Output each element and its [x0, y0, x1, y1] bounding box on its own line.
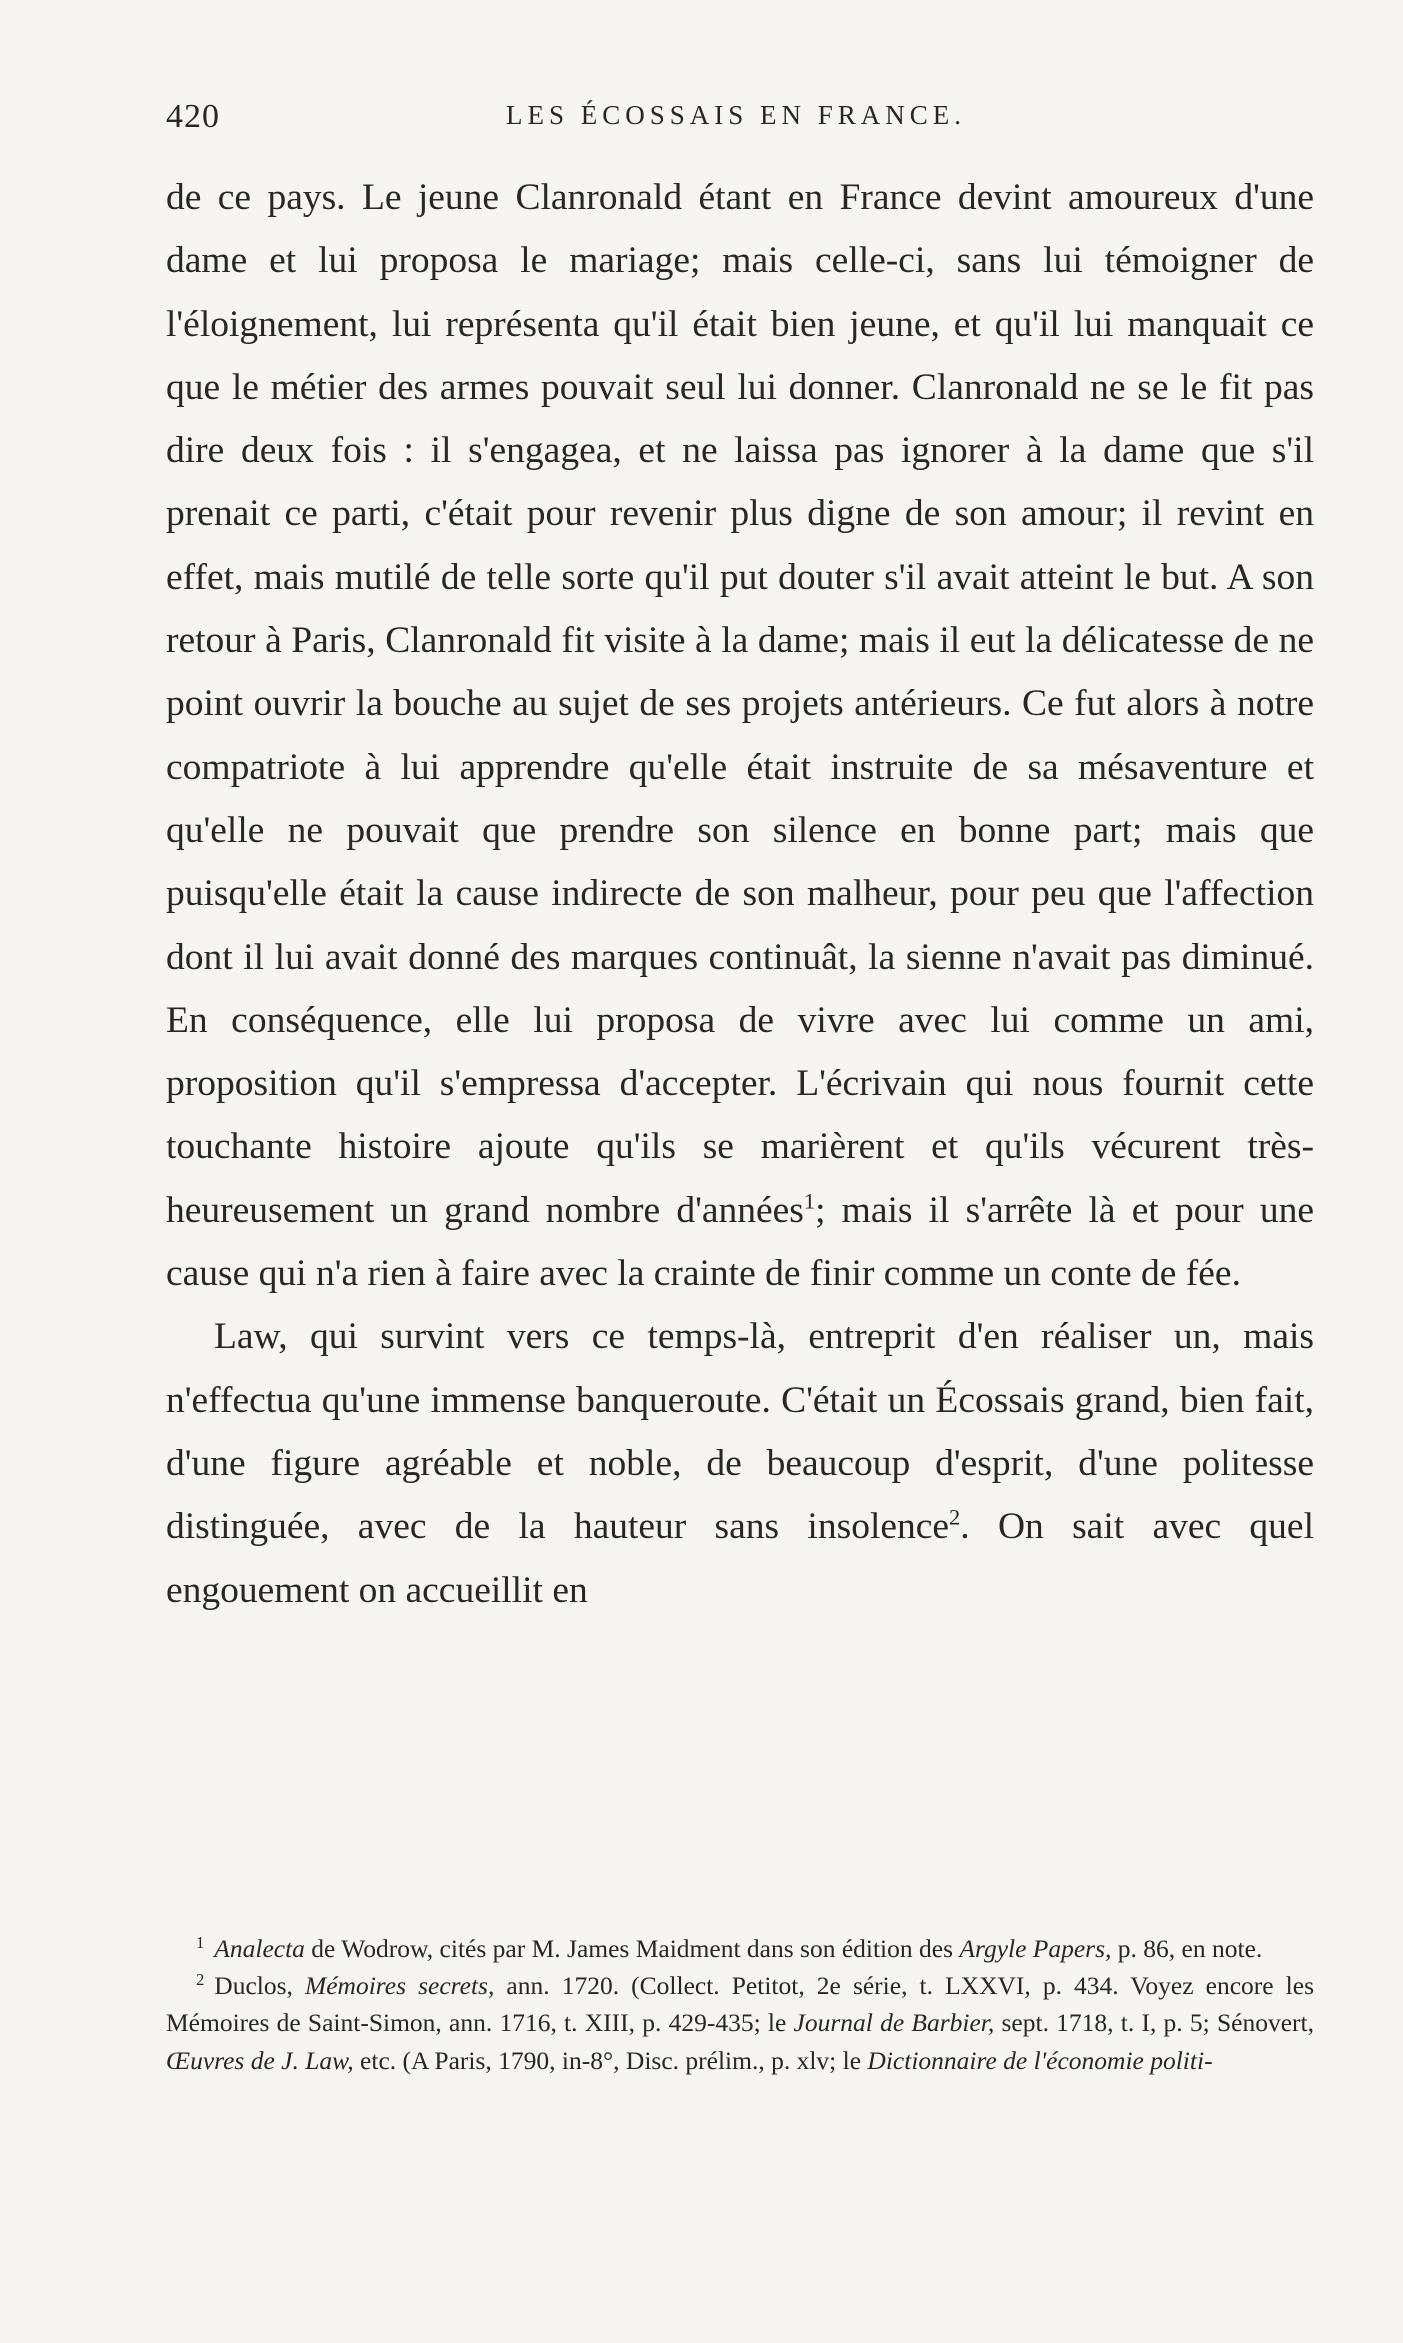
- footnote-2: [166, 1967, 1314, 2079]
- footnote-1-mark: 1: [196, 1932, 205, 1952]
- footnote-2-work-journal: Journal de Barbier,: [793, 2008, 995, 2038]
- footnote-ref-2: 2: [949, 1504, 961, 1530]
- page-header: [166, 98, 1306, 148]
- footnote-2-text-1: ann. 1720. (Collect. Petitot, 2e série, t. LXXVI, p. 434. Voyez encore les Mémoires de Saint-Simon, ann. 1716, t. XIII, p. 429-435; le: [166, 1971, 1314, 2038]
- footnote-1-text: de Wodrow, cités par M. James Maidment dans son édition des: [304, 1934, 960, 1963]
- paragraph-1-text-a: de ce pays. Le jeune Clanronald étant en France devint amoureux d'une dame et lui proposa le mariage; mais celle-ci, sans lui témoigner de l'éloignement, lui représenta qu'il était bien jeune, et qu'il lui manquait ce que le métier des armes pouvait seul lui donner. Clanronald ne se le fit pas dire deux fois : il s'engagea, et ne laissa pas ignorer à la dame que s'il prenait ce parti, c'était pour revenir plus digne de son amour; il revint en effet, mais mutilé de telle sorte qu'il put douter s'il avait atteint le but. A son retour à Paris, Clanronald fit visite à la dame; mais il eut la délicatesse de ne point ouvrir la bouche au sujet de ses projets antérieurs. Ce fut alors à notre compatriote à lui apprendre qu'elle était instruite de sa mésaventure et qu'elle ne pouvait que prendre son silence en bonne part; mais que puisqu'elle était la cause indirecte de son malheur, pour peu que l'affection dont il lui avait donné des marques continuât, la sienne n'avait pas diminué. En conséquence, elle lui proposa de vivre avec lui comme un ami, proposition qu'il s'empressa d'accepter. L'écrivain qui nous fournit cette touchante histoire ajoute qu'ils se marièrent et qu'ils vécurent très-heureusement un grand nombre d'années: [166, 177, 1314, 1231]
- footnote-2-work-dictionnaire: Dictionnaire de l'économie politi-: [867, 2045, 1213, 2075]
- footnote-2-author: Duclos,: [214, 1971, 305, 2001]
- paragraph-1: [166, 166, 1314, 1305]
- running-title: LES ÉCOSSAIS EN FRANCE.: [505, 100, 967, 130]
- paragraph-1-text-b: ; mais il s'arrête là et pour une cause qui n'a rien à faire avec la crainte de finir comme un conte de fée.: [166, 1189, 1314, 1295]
- paragraph-2-text-b: . On sait avec quel engouement on accueillit en: [166, 1506, 1314, 1611]
- footnote-2-work-oeuvres: Œuvres de J. Law,: [166, 2045, 354, 2075]
- body-text: [166, 166, 1314, 1622]
- footnote-1-work: Argyle Papers,: [959, 1934, 1112, 1963]
- footnote-1-page: p. 86, en note.: [1111, 1934, 1263, 1963]
- footnote-2-text-2: sept. 1718, t. I, p. 5; Sénovert,: [994, 2008, 1314, 2038]
- footnote-2-mark: 2: [196, 1969, 205, 1989]
- page-number: 420: [166, 98, 220, 135]
- footnote-ref-1: 1: [803, 1188, 816, 1214]
- footnote-1: [166, 1930, 1314, 1967]
- footnotes: [166, 1930, 1314, 2079]
- paragraph-2: [166, 1305, 1314, 1621]
- footnote-2-work-memoires: Mémoires secrets,: [304, 1971, 495, 2001]
- footnote-2-text-3: etc. (A Paris, 1790, in-8°, Disc. prélim., p. xlv; le: [353, 2045, 868, 2075]
- footnote-1-title: Analecta: [214, 1934, 305, 1963]
- paragraph-2-text-a: Law, qui survint vers ce temps-là, entreprit d'en réaliser un, mais n'effectua qu'une immense banqueroute. C'était un Écossais grand, bien fait, d'une figure agréable et noble, de beaucoup d'esprit, d'une politesse distinguée, avec de la hauteur sans insolence: [166, 1316, 1314, 1548]
